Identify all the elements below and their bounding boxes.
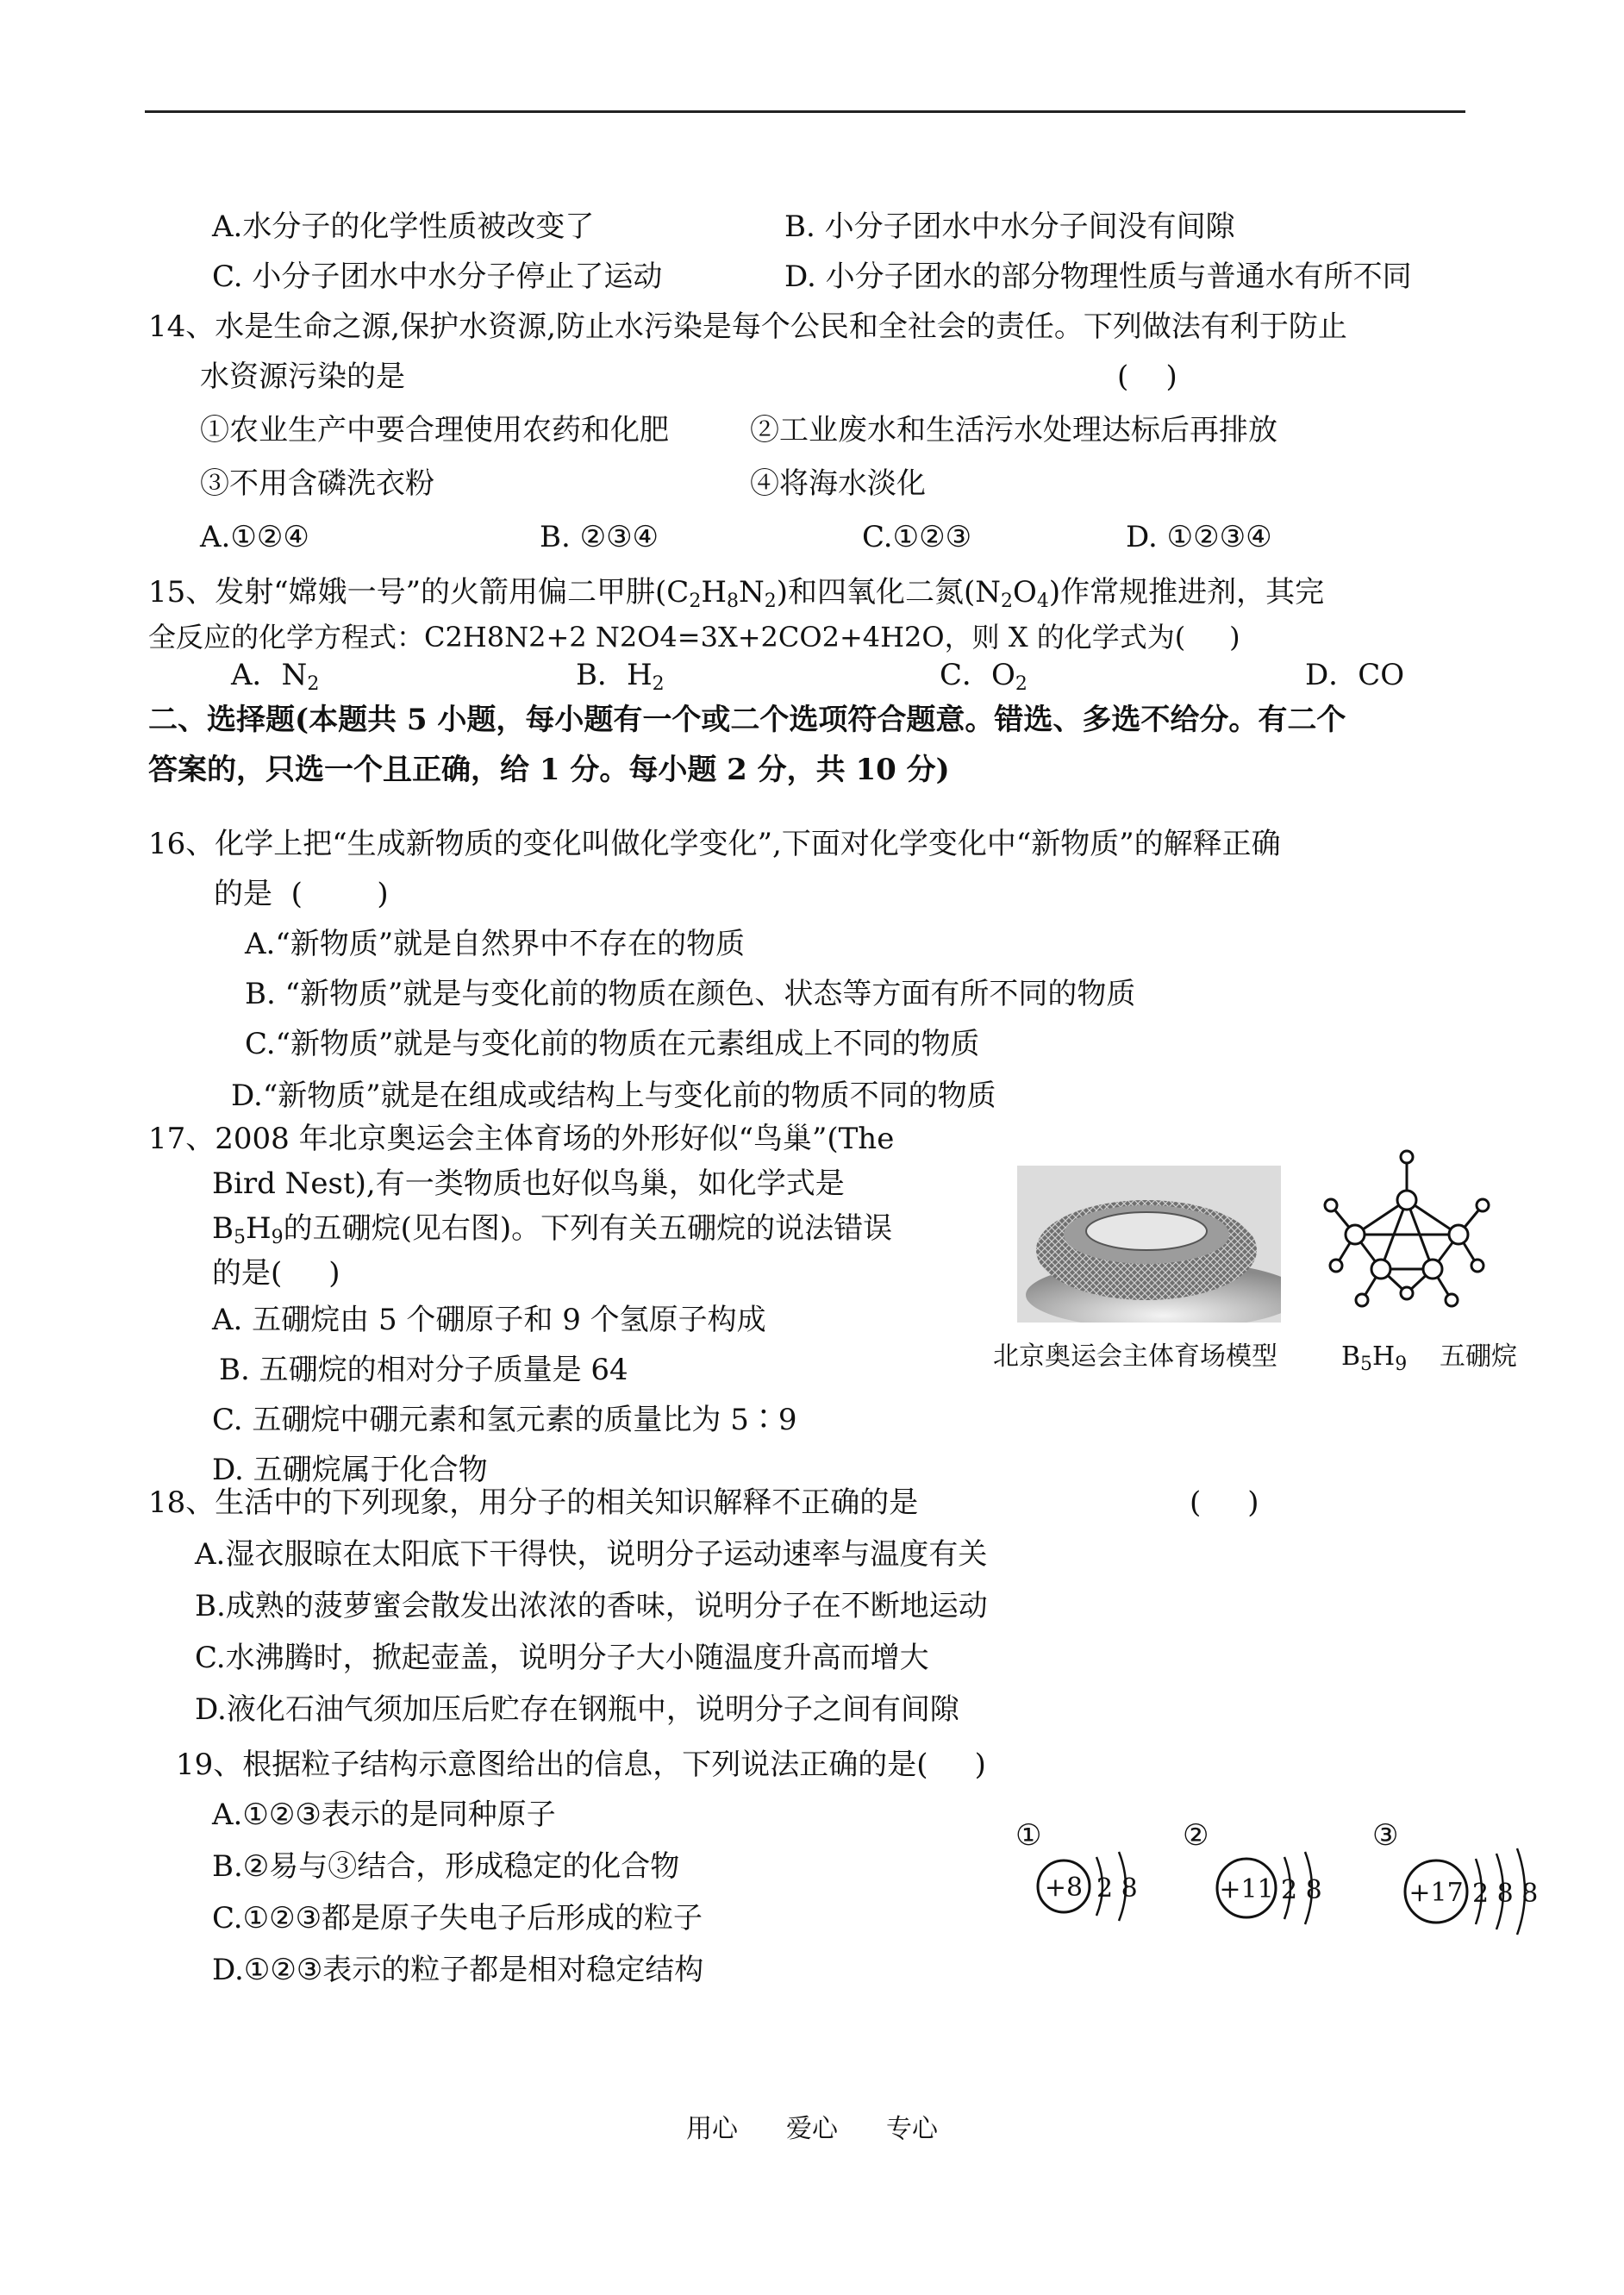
- q14-option-d: D. ①②③④: [1126, 520, 1272, 554]
- q16-option-a: A.“新物质”就是自然界中不存在的物质: [245, 927, 746, 961]
- q17-stem-line2: Bird Nest),有一类物质也好似鸟巢，如化学式是: [212, 1166, 845, 1201]
- pentaborane-formula-caption: $B_5H_9$: [1341, 1341, 1408, 1375]
- q15-stem-line2: 全反应的化学方程式：C2H8N2+2 N2O4=3X+2CO2+4H2O，则 X 的化学式为( ): [148, 621, 1240, 653]
- pentaborane-structure-diagram: [1321, 1148, 1493, 1312]
- section2-heading-line1: 二、选择题(本题共 5 小题，每小题有一个或二个选项符合题意。错选、多选不给分。有二个: [148, 703, 1346, 737]
- q18-option-a: A.湿衣服晾在太阳底下干得快，说明分子运动速率与温度有关: [195, 1537, 988, 1572]
- diagram-2-shells: 2 8: [1281, 1875, 1322, 1905]
- page-footer: 用心 爱心 专心: [686, 2114, 938, 2144]
- stadium-model-photo: [1017, 1166, 1281, 1323]
- q14-item-3: ③不用含磷洗衣粉: [200, 466, 434, 501]
- diagram-1-label: ①: [1015, 1818, 1042, 1853]
- header-rule: [145, 110, 1465, 113]
- q18-answer-paren: ( ): [1190, 1485, 1259, 1520]
- diagram-2-nucleus: +11: [1219, 1874, 1274, 1904]
- q18-option-b: B.成熟的菠萝蜜会散发出浓浓的香味，说明分子在不断地运动: [195, 1589, 988, 1623]
- q15-option-d: D．CO: [1305, 658, 1405, 692]
- diagram-1-shells: 2 8: [1096, 1873, 1138, 1904]
- q14-stem-line1: 14、水是生命之源,保护水资源,防止水污染是每个公民和全社会的责任。下列做法有利于防止: [148, 310, 1347, 344]
- q14-option-b: B. ②③④: [540, 520, 659, 554]
- q14-answer-paren: ( ): [1117, 360, 1177, 394]
- q14-item-2: ②工业废水和生活污水处理达标后再排放: [750, 413, 1277, 447]
- q18-option-d: D.液化石油气须加压后贮存在钢瓶中，说明分子之间有间隙: [195, 1692, 959, 1727]
- q15-option-b: B．$H_2$: [576, 658, 665, 695]
- q15-option-a: A．$N_2$: [231, 658, 320, 695]
- q13-option-c: C. 小分子团水中水分子停止了运动: [212, 260, 663, 294]
- q19-stem: 19、根据粒子结构示意图给出的信息，下列说法正确的是( ): [176, 1748, 986, 1782]
- pentaborane-name-caption: 五硼烷: [1440, 1341, 1517, 1372]
- q14-item-1: ①农业生产中要合理使用农药和化肥: [200, 413, 669, 447]
- particle-structure-diagrams: [1007, 1817, 1576, 1947]
- q18-option-c: C.水沸腾时，掀起壶盖，说明分子大小随温度升高而增大: [195, 1641, 929, 1675]
- q17-stem-line4: 的是( ): [212, 1256, 340, 1291]
- q15-stem-line1: 15、发射“嫦娥一号”的火箭用偏二甲肼$(C_2H_8N_2)$和四氧化二氮$(N_2O_4)$作常规推进剂，其完: [148, 575, 1325, 612]
- q17-stem-line1: 17、2008 年北京奥运会主体育场的外形好似“鸟巢”(The: [148, 1122, 895, 1156]
- diagram-3-nucleus: +17: [1409, 1878, 1464, 1908]
- q16-stem-line2: 的是 ( ): [214, 877, 389, 911]
- q13-option-d: D. 小分子团水的部分物理性质与普通水有所不同: [784, 260, 1412, 294]
- section2-heading-line2: 答案的，只选一个且正确，给 1 分。每小题 2 分，共 10 分): [148, 753, 950, 787]
- q15-option-c: C．$O_2$: [940, 658, 1027, 695]
- q14-option-a: A.①②④: [200, 520, 309, 554]
- q16-option-d: D.“新物质”就是在组成或结构上与变化前的物质不同的物质: [231, 1079, 996, 1113]
- q14-option-c: C.①②③: [862, 520, 972, 554]
- q16-option-c: C.“新物质”就是与变化前的物质在元素组成上不同的物质: [245, 1027, 980, 1061]
- q19-option-b: B.②易与③结合，形成稳定的化合物: [212, 1849, 680, 1884]
- q18-stem: 18、生活中的下列现象，用分子的相关知识解释不正确的是: [148, 1485, 919, 1520]
- stadium-photo-caption: 北京奥运会主体育场模型: [993, 1341, 1277, 1372]
- q17-option-c: C. 五硼烷中硼元素和氢元素的质量比为 5∶9: [212, 1403, 797, 1437]
- q19-option-d: D.①②③表示的粒子都是相对稳定结构: [212, 1953, 704, 1987]
- q14-item-4: ④将海水淡化: [750, 466, 926, 501]
- q13-option-a: A.水分子的化学性质被改变了: [212, 209, 595, 244]
- q19-option-a: A.①②③表示的是同种原子: [212, 1798, 556, 1832]
- q19-option-c: C.①②③都是原子失电子后形成的粒子: [212, 1901, 703, 1935]
- q17-option-a: A. 五硼烷由 5 个硼原子和 9 个氢原子构成: [212, 1303, 766, 1337]
- diagram-1-nucleus: +8: [1044, 1873, 1084, 1903]
- q13-option-b: B. 小分子团水中水分子间没有间隙: [784, 209, 1235, 244]
- q16-option-b: B. “新物质”就是与变化前的物质在颜色、状态等方面有所不同的物质: [245, 977, 1136, 1011]
- diagram-3-label: ③: [1372, 1818, 1399, 1853]
- q17-stem-line3: $B_5H_9$的五硼烷(见右图)。下列有关五硼烷的说法错误: [212, 1211, 893, 1248]
- q17-option-b: B. 五硼烷的相对分子质量是 64: [219, 1353, 628, 1387]
- q16-stem-line1: 16、化学上把“生成新物质的变化叫做化学变化”,下面对化学变化中“新物质”的解释正确: [148, 827, 1281, 861]
- diagram-2-label: ②: [1183, 1818, 1209, 1853]
- q14-stem-line2: 水资源污染的是: [200, 360, 405, 394]
- q17-option-d: D. 五硼烷属于化合物: [212, 1453, 488, 1487]
- diagram-3-shells: 2 8 8: [1472, 1879, 1539, 1909]
